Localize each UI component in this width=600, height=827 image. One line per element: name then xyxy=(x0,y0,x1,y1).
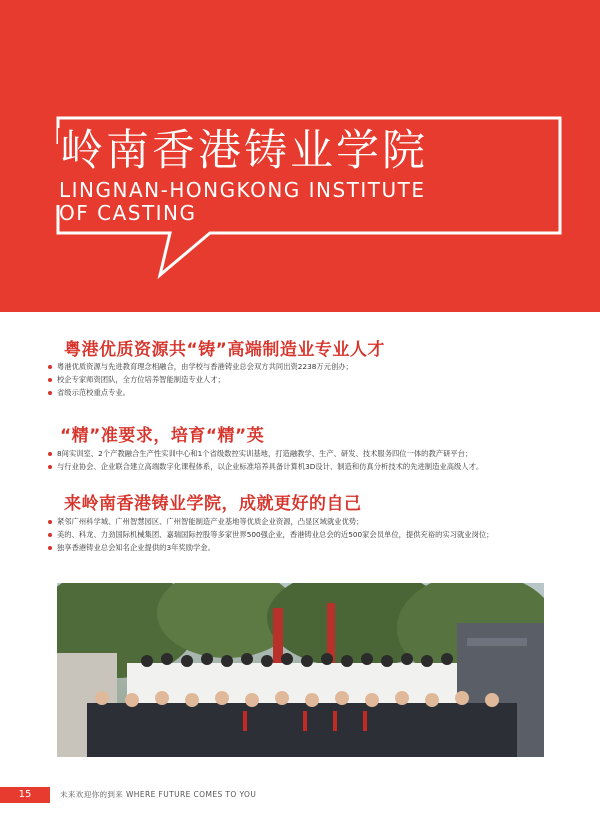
bullet-dot-icon xyxy=(48,465,52,469)
bullet-list xyxy=(48,515,568,554)
list-item: 校企专家师资团队，全方位培养智能制造专业人才； xyxy=(48,373,568,386)
footer-slogan: 未来欢迎你的到来 WHERE FUTURE COMES TO YOU xyxy=(60,790,257,799)
section-heading: 来岭南香港铸业学院，成就更好的自己 xyxy=(64,494,362,514)
bullet-dot-icon xyxy=(48,391,52,395)
bullet-list xyxy=(48,360,568,399)
bullet-dot-icon xyxy=(48,452,52,456)
bullet-dot-icon xyxy=(48,378,52,382)
list-item: 8间实训室、2个产教融合生产性实训中心和1个省级数控实训基地，打造融教学、生产、研发、技术服务四位一体的教产研平台； xyxy=(48,447,568,460)
bullet-dot-icon xyxy=(48,546,52,550)
section-heading: “精”准要求，培育“精”英 xyxy=(60,426,265,446)
page-number: 15 xyxy=(0,787,50,803)
list-item: 粤港优质资源与先进教育理念相融合，由学校与香港铸业总会双方共同出资2238万元创办； xyxy=(48,360,568,373)
bullet-dot-icon xyxy=(48,533,52,537)
title-english-line2: OF CASTING xyxy=(59,201,197,225)
list-item: 紧邻广州科学城、广州智慧园区、广州智能制造产业基地等优质企业资源，凸显区域就业优势； xyxy=(48,515,568,528)
title-english-line1: LINGNAN-HONGKONG INSTITUTE xyxy=(59,178,426,202)
group-photo xyxy=(57,583,544,757)
bullet-list xyxy=(48,447,568,473)
section-heading: 粤港优质资源共“铸”高端制造业专业人才 xyxy=(64,340,385,360)
list-item: 与行业协会、企业联合建立高端数字化课程体系，以企业标准培养具备计算机3D设计、制造和仿真分析技术的先进制造业高级人才。 xyxy=(48,460,568,473)
list-item: 省级示范校重点专业。 xyxy=(48,386,568,399)
bullet-dot-icon xyxy=(48,365,52,369)
list-item: 独享香港铸业总会知名企业提供的3年奖励学金。 xyxy=(48,541,568,554)
list-item: 美的、科龙、力劲国际机械集团、嘉瑞国际控股等多家世界500强企业，香港铸业总会的近500家会员单位，提供充裕的实习就业岗位； xyxy=(48,528,568,541)
title-chinese: 岭南香港铸业学院 xyxy=(58,128,432,174)
group-photo-illustration xyxy=(57,583,544,757)
bullet-dot-icon xyxy=(48,520,52,524)
